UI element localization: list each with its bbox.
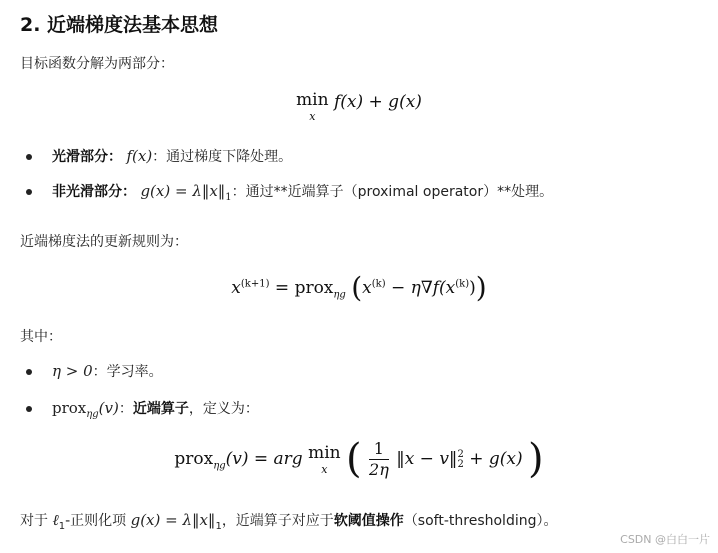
min-operator: min x xyxy=(308,442,341,476)
bullet-dot xyxy=(26,189,32,195)
bullet-dot xyxy=(26,154,32,160)
list-item-learning-rate: η > 0：学习率。 xyxy=(52,362,163,380)
update-rule-intro: 近端梯度法的更新规则为： xyxy=(20,234,188,250)
objective-body: f(x) + g(x) xyxy=(333,92,422,112)
equation-objective xyxy=(0,92,718,122)
bullet-dot xyxy=(26,369,32,375)
bullet-dot xyxy=(26,406,32,412)
fraction: $\frac{1}{2\eta}$ xyxy=(369,439,389,479)
list-item-smooth: 光滑部分： f(x)：通过梯度下降处理。 xyxy=(52,147,293,165)
equation-prox-operator: prox$_{\eta g}$(v) = arg min x ( $\frac{1}{2\eta}$ ‖x − v‖ 2 2 + g(x) ) xyxy=(174,436,544,482)
list-item-nonsmooth: 非光滑部分： $g(x) = \lambda‖x‖_1$：通过**近端算子（proximal operator）**处理。 xyxy=(52,182,554,203)
equation-update-rule: $x^{(k+1)}$ = prox$_{\eta g}$ $(x^{(k)} - \eta\nabla f(x^{(k)}))$ xyxy=(231,271,487,304)
intro-text: 目标函数分解为两部分： xyxy=(20,56,174,72)
where-text: 其中： xyxy=(20,329,62,345)
list-item-prox-def: prox$_{\eta g}$(v)：近端算子，定义为： xyxy=(52,399,259,420)
min-operator: min x xyxy=(296,90,329,123)
section-heading: 2. 近端梯度法基本思想 xyxy=(20,14,219,36)
soft-threshold-text: 对于 ℓ$_1$-正则化项 $g(x) = \lambda‖x‖_1$，近端算子对应于软阈值操作（soft-thresholding）。 xyxy=(20,511,558,532)
csdn-watermark: CSDN @白白一片 xyxy=(620,533,710,546)
